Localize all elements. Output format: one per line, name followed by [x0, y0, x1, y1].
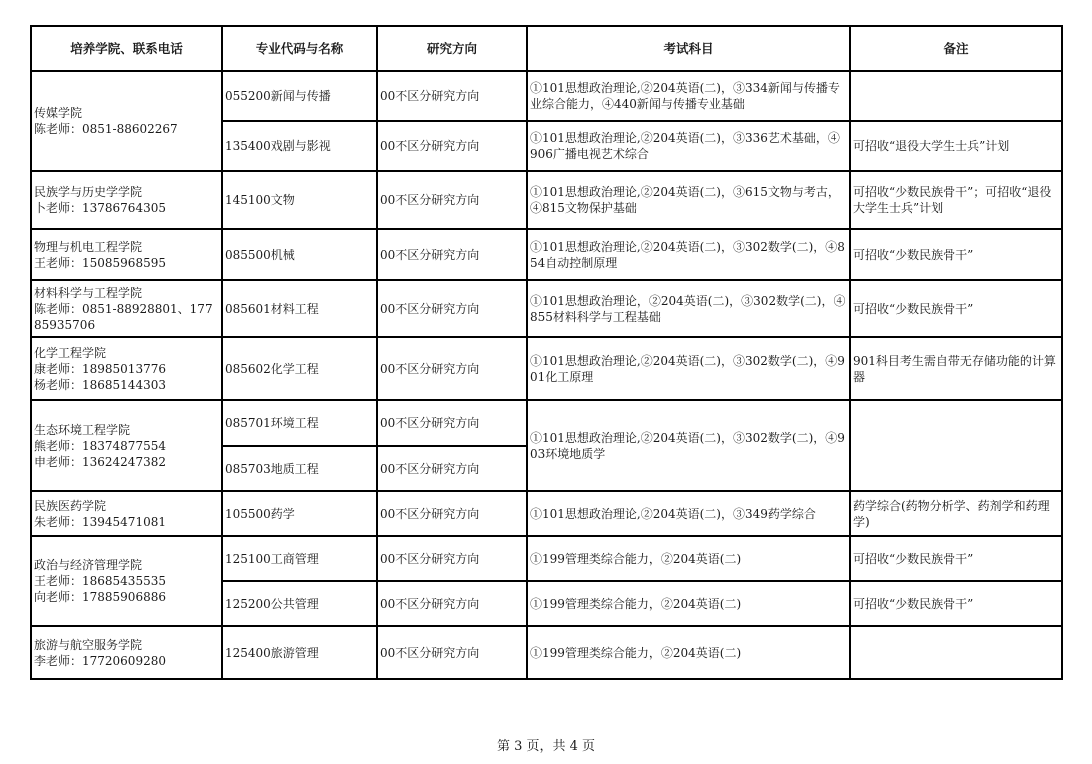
college-contact: 康老师：18985013776 [34, 361, 166, 376]
header-direction: 研究方向 [377, 26, 527, 71]
header-college: 培养学院、联系电话 [31, 26, 222, 71]
college-contact: 熊老师：18374877554 [34, 438, 166, 453]
college-name: 政治与经济管理学院 [34, 558, 143, 572]
college-cell [31, 337, 222, 400]
direction-cell: 00不区分研究方向 [377, 536, 527, 581]
remarks-cell: 可招收“退役大学生士兵”计划 [850, 121, 1062, 171]
table-row [31, 626, 1062, 679]
subjects-cell: ①199管理类综合能力，②204英语(二) [527, 581, 850, 626]
major-cell: 085602化学工程 [222, 337, 377, 400]
header-major: 专业代码与名称 [222, 26, 377, 71]
college-name: 材料科学与工程学院 [34, 285, 143, 300]
remarks-cell [850, 71, 1062, 121]
subjects-cell: ①101思想政治理论,②204英语(二)，③336艺术基础，④906广播电视艺术综合 [527, 121, 850, 171]
page-number: 第 3 页，共 4 页 [496, 739, 596, 754]
header-subjects: 考试科目 [527, 26, 850, 71]
direction-cell: 00不区分研究方向 [377, 280, 527, 337]
major-cell: 125400旅游管理 [222, 626, 377, 679]
remarks-cell [850, 626, 1062, 679]
remarks-cell: 可招收“少数民族骨干” [850, 581, 1062, 626]
major-cell: 085703地质工程 [222, 446, 377, 491]
college-name: 民族医药学院 [34, 498, 107, 513]
college-name: 化学工程学院 [34, 345, 107, 360]
subjects-cell: ①199管理类综合能力，②204英语(二) [527, 536, 850, 581]
college-contact: 王老师：15085968595 [34, 255, 166, 270]
remarks-cell: 可招收“少数民族骨干”；可招收“退役大学生士兵”计划 [850, 171, 1062, 229]
major-cell: 055200新闻与传播 [222, 71, 377, 121]
direction-cell: 00不区分研究方向 [377, 71, 527, 121]
college-contact: 申老师：13624247382 [34, 454, 166, 469]
major-cell: 085701环境工程 [222, 400, 377, 446]
subjects-cell: ①101思想政治理论,②204英语(二)，③615文物与考古，④815文物保护基础 [527, 171, 850, 229]
college-cell [31, 71, 222, 171]
remarks-cell: 药学综合(药物分析学、药剂学和药理学) [850, 491, 1062, 536]
remarks-cell: 可招收“少数民族骨干” [850, 536, 1062, 581]
major-cell: 105500药学 [222, 491, 377, 536]
table-row [31, 229, 1062, 280]
subjects-cell: ①101思想政治理论,②204英语(二)，③349药学综合 [527, 491, 850, 536]
college-name: 传媒学院 [34, 106, 83, 120]
table-row [31, 280, 1062, 337]
subjects-cell: ①101思想政治理论,②204英语(二)，③302数学(二)，④903环境地质学 [527, 400, 850, 491]
college-name: 旅游与航空服务学院 [34, 637, 143, 652]
major-cell: 085500机械 [222, 229, 377, 280]
remarks-cell: 901科目考生需自带无存储功能的计算器 [850, 337, 1062, 400]
direction-cell: 00不区分研究方向 [377, 400, 527, 446]
remarks-cell: 可招收“少数民族骨干” [850, 280, 1062, 337]
table-row [31, 171, 1062, 229]
college-cell [31, 400, 222, 491]
college-cell [31, 229, 222, 280]
college-name: 生态环境工程学院 [34, 422, 131, 437]
direction-cell: 00不区分研究方向 [377, 581, 527, 626]
direction-cell: 00不区分研究方向 [377, 491, 527, 536]
major-cell: 145100文物 [222, 171, 377, 229]
college-name: 民族学与历史学学院 [34, 185, 143, 199]
subjects-cell: ①101思想政治理论,②204英语(二)，③302数学(二)，④901化工原理 [527, 337, 850, 400]
college-cell [31, 626, 222, 679]
subjects-cell: ①101思想政治理论,②204英语(二)，③302数学(二)，④854自动控制原理 [527, 229, 850, 280]
college-contact: 朱老师：13945471081 [34, 514, 166, 529]
direction-cell: 00不区分研究方向 [377, 626, 527, 679]
remarks-cell [850, 400, 1062, 491]
direction-cell: 00不区分研究方向 [377, 229, 527, 280]
major-cell: 125100工商管理 [222, 536, 377, 581]
college-contact: 卜老师：13786764305 [34, 201, 166, 215]
college-contact: 陈老师：0851-88602267 [34, 122, 178, 136]
college-cell [31, 536, 222, 626]
remarks-cell: 可招收“少数民族骨干” [850, 229, 1062, 280]
table-row [31, 491, 1062, 536]
subjects-cell: ①199管理类综合能力，②204英语(二) [527, 626, 850, 679]
header-remarks: 备注 [850, 26, 1062, 71]
major-cell: 135400戏剧与影视 [222, 121, 377, 171]
subjects-cell: ①101思想政治理论,②204英语(二)，③334新闻与传播专业综合能力，④440新闻与传播专业基础 [527, 71, 850, 121]
college-contact: 李老师：17720609280 [34, 653, 166, 668]
college-cell [31, 171, 222, 229]
college-cell [31, 280, 222, 337]
direction-cell: 00不区分研究方向 [377, 121, 527, 171]
table-row [31, 400, 1062, 446]
college-contact: 向老师：17885906886 [34, 590, 166, 604]
college-contact: 王老师：18685435535 [34, 574, 166, 588]
college-name: 物理与机电工程学院 [34, 239, 143, 254]
college-contact: 杨老师：18685144303 [34, 377, 166, 392]
college-contact: 陈老师：0851-88928801、17785935706 [34, 301, 213, 332]
direction-cell: 00不区分研究方向 [377, 171, 527, 229]
subjects-cell: ①101思想政治理论，②204英语(二)，③302数学(二)，④855材料科学与工程基础 [527, 280, 850, 337]
table-row [31, 337, 1062, 400]
direction-cell: 00不区分研究方向 [377, 337, 527, 400]
college-cell [31, 491, 222, 536]
major-cell: 085601材料工程 [222, 280, 377, 337]
direction-cell: 00不区分研究方向 [377, 446, 527, 491]
table-row [31, 536, 1062, 581]
major-cell: 125200公共管理 [222, 581, 377, 626]
admissions-table [30, 25, 1063, 680]
table-row [31, 71, 1062, 121]
page-footer [0, 738, 1092, 756]
header-row [31, 26, 1062, 71]
